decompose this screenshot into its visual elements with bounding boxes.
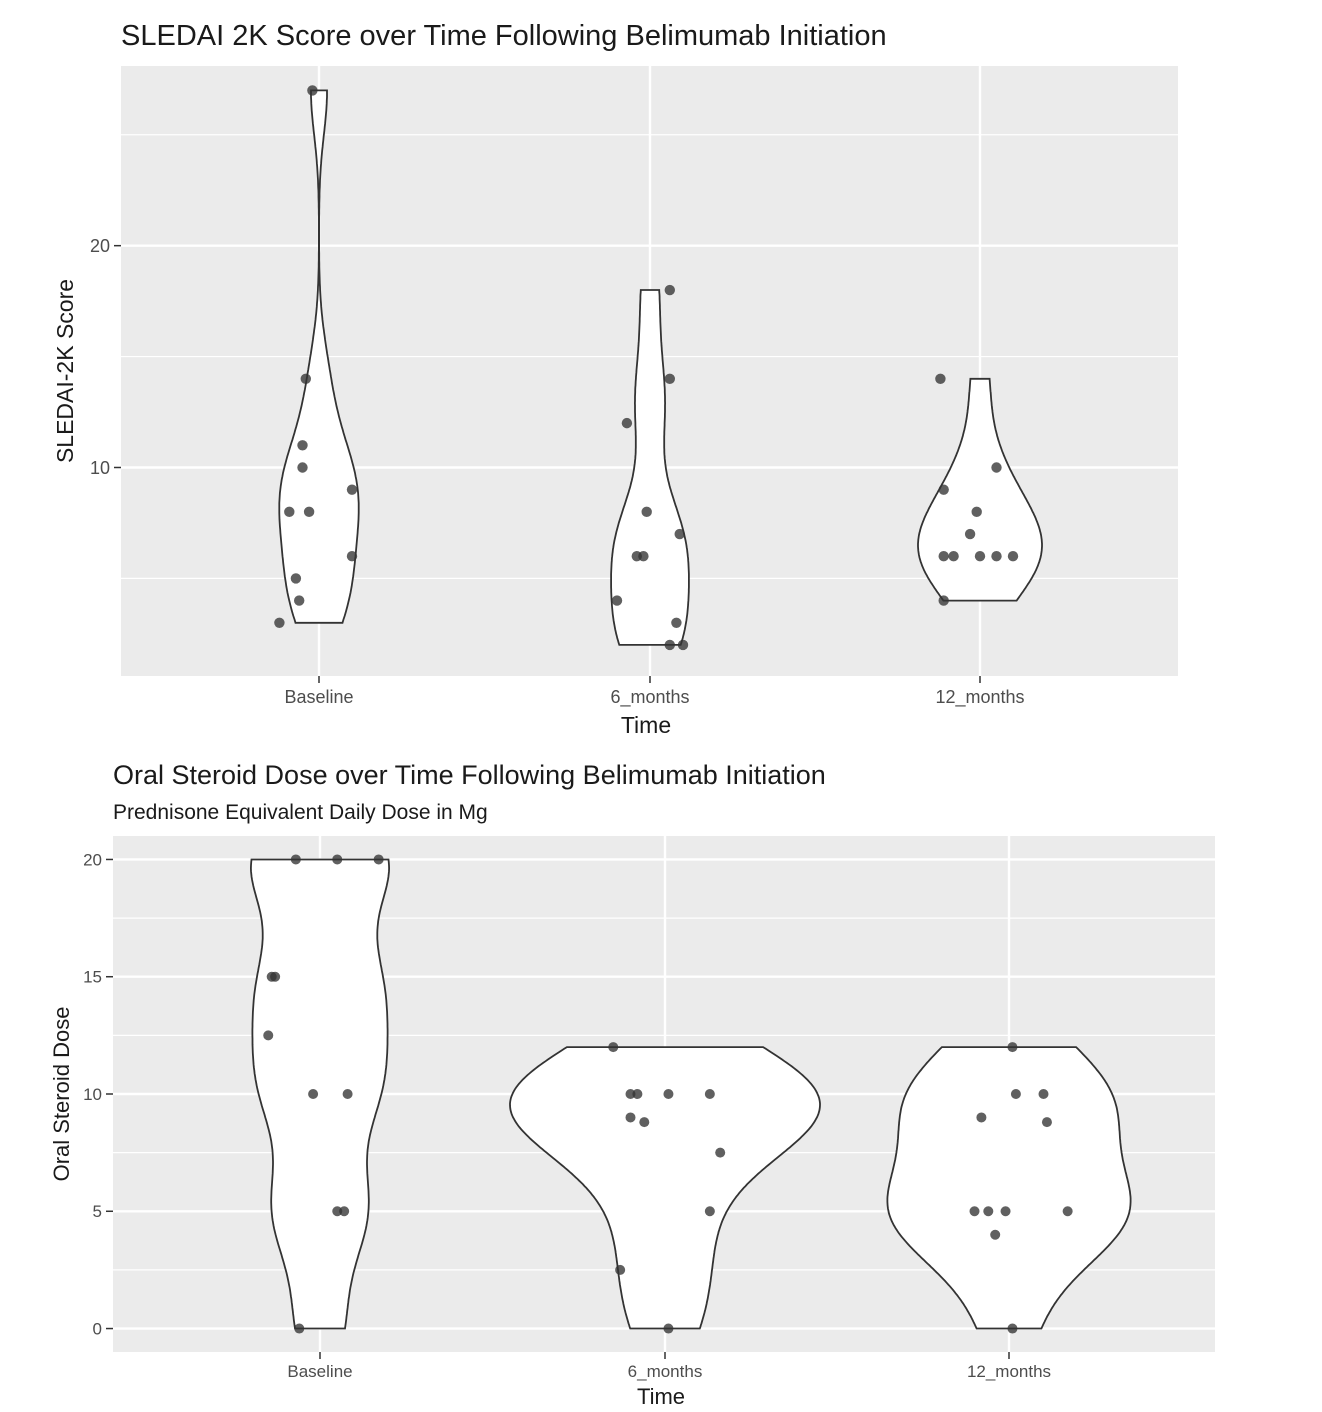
sledai-y-axis-title: SLEDAI-2K Score — [52, 278, 78, 464]
steroid-point-6-months-3 — [663, 1089, 673, 1099]
sledai-point-12-months-3 — [972, 507, 982, 517]
steroid-x-axis-title: Time — [636, 1384, 686, 1409]
sledai-point-6-months-4 — [675, 529, 685, 539]
steroid-point-12-months-10 — [1007, 1324, 1017, 1334]
sledai-point-12-months-8 — [991, 551, 1001, 561]
steroid-point-6-months-4 — [705, 1089, 715, 1099]
sledai-point-6-months-1 — [665, 374, 675, 384]
steroid-x-tick-label-12-months: 12_months — [966, 1362, 1052, 1381]
sledai-x-ticks — [284, 676, 1024, 708]
steroid-point-6-months-5 — [626, 1112, 636, 1122]
steroid-point-baseline-4 — [270, 972, 280, 982]
steroid-point-12-months-2 — [1039, 1089, 1049, 1099]
sledai-point-baseline-3 — [297, 462, 307, 472]
sledai-point-baseline-4 — [347, 484, 357, 494]
steroid-point-12-months-3 — [976, 1112, 986, 1122]
steroid-y-tick-label: 10 — [83, 1084, 102, 1104]
sledai-point-12-months-10 — [939, 595, 949, 605]
steroid-point-6-months-10 — [663, 1324, 673, 1334]
steroid-point-12-months-6 — [983, 1206, 993, 1216]
steroid-y-tick-label: 0 — [92, 1319, 102, 1339]
steroid-point-baseline-1 — [332, 854, 342, 864]
sledai-y-tick-label: 10 — [89, 457, 110, 478]
steroid-subtitle: Prednisone Equivalent Daily Dose in Mg — [113, 801, 488, 824]
sledai-point-6-months-10 — [678, 640, 688, 650]
sledai-x-tick-label-baseline: Baseline — [284, 687, 354, 707]
steroid-title: Oral Steroid Dose over Time Following Belimumab Initiation — [113, 760, 826, 790]
sledai-x-axis-title: Time — [620, 712, 672, 738]
chart-sledai — [52, 20, 1178, 738]
steroid-y-axis-title: Oral Steroid Dose — [49, 1006, 74, 1182]
sledai-point-6-months-3 — [642, 507, 652, 517]
steroid-point-12-months-4 — [1042, 1117, 1052, 1127]
steroid-y-tick-label: 5 — [92, 1202, 102, 1222]
sledai-point-baseline-0 — [307, 85, 317, 95]
steroid-point-baseline-7 — [343, 1089, 353, 1099]
sledai-y-ticks — [90, 236, 121, 478]
steroid-point-12-months-7 — [1001, 1206, 1011, 1216]
sledai-point-6-months-6 — [638, 551, 648, 561]
steroid-y-tick-label: 20 — [83, 850, 102, 870]
sledai-y-tick-label: 20 — [89, 235, 110, 256]
sledai-x-tick-label-12-months: 12_months — [935, 687, 1025, 707]
sledai-point-12-months-0 — [935, 374, 945, 384]
sledai-point-baseline-5 — [284, 507, 294, 517]
steroid-y-ticks — [83, 850, 113, 1338]
steroid-point-6-months-9 — [615, 1265, 625, 1275]
sledai-point-12-months-4 — [965, 529, 975, 539]
sledai-point-baseline-8 — [291, 573, 301, 583]
sledai-point-6-months-2 — [622, 418, 632, 428]
sledai-point-6-months-0 — [665, 285, 675, 295]
sledai-point-6-months-7 — [612, 595, 622, 605]
sledai-point-12-months-1 — [991, 462, 1001, 472]
sledai-x-tick-label-6-months: 6_months — [610, 687, 690, 707]
sledai-point-baseline-6 — [304, 507, 314, 517]
steroid-point-6-months-6 — [639, 1117, 649, 1127]
sledai-point-12-months-7 — [975, 551, 985, 561]
sledai-point-baseline-7 — [347, 551, 357, 561]
sledai-point-6-months-8 — [671, 618, 681, 628]
sledai-point-baseline-9 — [294, 595, 304, 605]
steroid-point-12-months-8 — [1063, 1206, 1073, 1216]
sledai-point-12-months-9 — [1008, 551, 1018, 561]
steroid-point-baseline-10 — [294, 1324, 304, 1334]
chart-steroid — [49, 760, 1215, 1409]
steroid-point-12-months-5 — [970, 1206, 980, 1216]
sledai-point-6-months-9 — [665, 640, 675, 650]
sledai-point-12-months-6 — [948, 551, 958, 561]
steroid-x-ticks — [287, 1352, 1051, 1381]
steroid-y-tick-label: 15 — [83, 967, 102, 987]
steroid-point-6-months-7 — [715, 1148, 725, 1158]
steroid-point-baseline-0 — [291, 854, 301, 864]
sledai-point-baseline-2 — [297, 440, 307, 450]
steroid-x-tick-label-6-months: 6_months — [627, 1362, 703, 1381]
steroid-point-12-months-9 — [990, 1230, 1000, 1240]
steroid-point-12-months-0 — [1007, 1042, 1017, 1052]
steroid-x-tick-label-baseline: Baseline — [287, 1362, 353, 1381]
sledai-point-baseline-1 — [301, 374, 311, 384]
steroid-point-6-months-0 — [608, 1042, 618, 1052]
steroid-point-6-months-8 — [705, 1206, 715, 1216]
steroid-point-baseline-9 — [339, 1206, 349, 1216]
sledai-point-baseline-10 — [274, 618, 284, 628]
steroid-point-12-months-1 — [1011, 1089, 1021, 1099]
sledai-point-12-months-5 — [939, 551, 949, 561]
sledai-point-12-months-2 — [939, 484, 949, 494]
steroid-point-6-months-2 — [632, 1089, 642, 1099]
steroid-point-baseline-2 — [374, 854, 384, 864]
steroid-point-baseline-6 — [308, 1089, 318, 1099]
sledai-title: SLEDAI 2K Score over Time Following Belimumab Initiation — [121, 20, 887, 52]
steroid-point-baseline-5 — [263, 1030, 273, 1040]
